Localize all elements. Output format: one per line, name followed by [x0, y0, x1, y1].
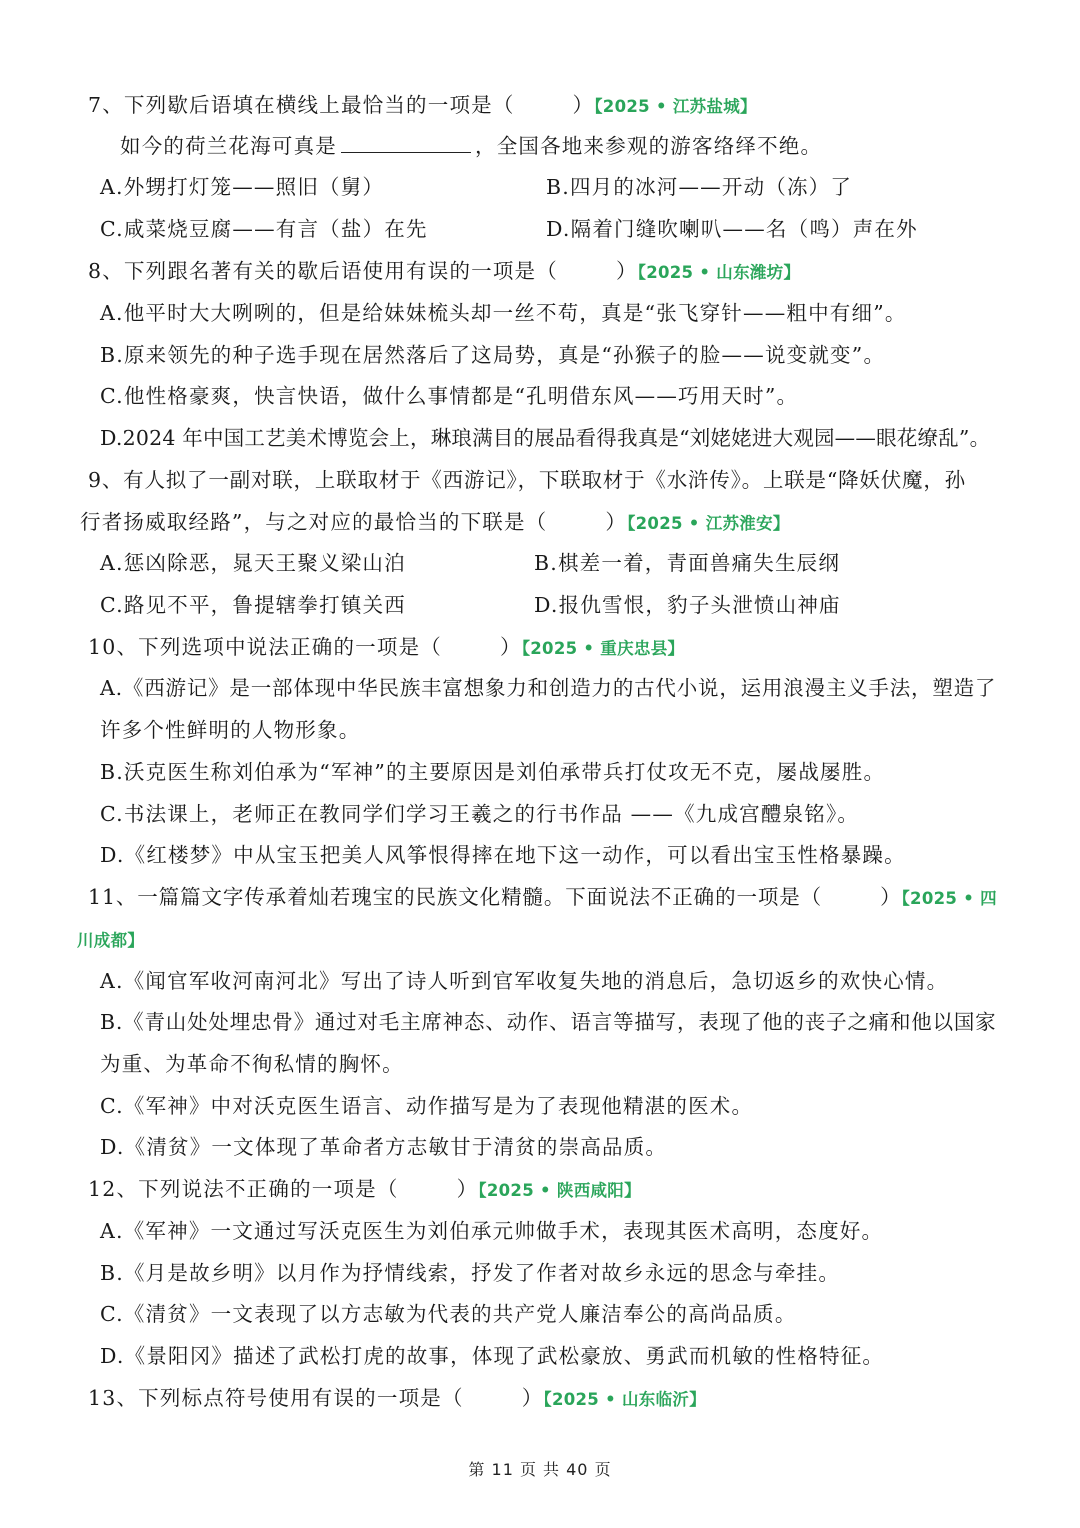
question-7-option-d: D.隔着门缝吹喇叭——名（鸣）声在外	[546, 217, 918, 241]
question-7-option-c: C.咸菜烧豆腐——有言（盐）在先	[100, 217, 428, 241]
question-8-option-b: B.原来领先的种子选手现在居然落后了这局势，真是“孙猴子的脸——说变就变”。	[100, 343, 886, 367]
question-11-stem: 11、一篇篇文字传承着灿若瑰宝的民族文化精髓。下面说法不正确的一项是（ ）【2025 • 四	[88, 885, 997, 909]
question-8-stem: 8、下列跟名著有关的歇后语使用有误的一项是（ ）【2025 • 山东潍坊】	[88, 259, 801, 283]
question-8-option-c: C.他性格豪爽，快言快语，做什么事情都是“孔明借东风——巧用天时”。	[100, 384, 799, 408]
question-9-source-tag: 【2025 • 江苏淮安】	[627, 514, 790, 533]
question-13-source-tag: 【2025 • 山东临沂】	[543, 1390, 706, 1409]
page-number-footer: 第 11 页 共 40 页	[468, 1460, 612, 1479]
question-9-stem-line2: 行者扬威取经路”，与之对应的最恰当的下联是（ ）【2025 • 江苏淮安】	[80, 510, 790, 534]
question-7-stem: 7、下列歇后语填在横线上最恰当的一项是（ ）【2025 • 江苏盐城】	[88, 93, 757, 117]
question-10-stem: 10、下列选项中说法正确的一项是（ ）【2025 • 重庆忠县】	[88, 635, 685, 659]
question-8-option-a: A.他平时大大咧咧的，但是给妹妹梳头却一丝不苟，真是“张飞穿针——粗中有细”。	[100, 301, 907, 325]
question-9-option-b: B.棋差一着，青面兽痛失生辰纲	[534, 551, 841, 575]
fill-blank	[341, 132, 471, 153]
question-8-source-tag: 【2025 • 山东潍坊】	[637, 263, 801, 282]
question-11-option-c: C.《军神》中对沃克医生语言、动作描写是为了表现他精湛的医术。	[100, 1094, 754, 1118]
question-10-option-a-line1: A.《西游记》是一部体现中华民族丰富想象力和创造力的古代小说，运用浪漫主义手法，塑造了	[100, 676, 997, 700]
question-12-option-c: C.《清贫》一文表现了以方志敏为代表的共产党人廉洁奉公的高尚品质。	[100, 1302, 797, 1326]
question-7-context: 如今的荷兰花海可真是 ，全国各地来参观的游客络绎不绝。	[120, 134, 823, 158]
question-7-option-b: B.四月的冰河——开动（冻）了	[546, 175, 853, 199]
question-11-source-tag: 【2025 • 四	[901, 889, 997, 908]
question-7-option-a: A.外甥打灯笼——照旧（舅）	[100, 175, 385, 199]
question-12-source-tag: 【2025 • 陕西咸阳】	[478, 1181, 641, 1200]
question-12-option-d: D.《景阳冈》描述了武松打虎的故事，体现了武松豪放、勇武而机敏的性格特征。	[100, 1344, 885, 1368]
question-11-option-a: A.《闻官军收河南河北》写出了诗人听到官军收复失地的消息后，急切返乡的欢快心情。	[100, 969, 949, 993]
question-10-option-d: D.《红楼梦》中从宝玉把美人风筝恨得摔在地下这一动作，可以看出宝玉性格暴躁。	[100, 843, 906, 867]
question-12-option-a: A.《军神》一文通过写沃克医生为刘伯承元帅做手术，表现其医术高明，态度好。	[100, 1219, 884, 1243]
question-10-source-tag: 【2025 • 重庆忠县】	[521, 639, 685, 658]
question-9-option-c: C.路见不平，鲁提辖拳打镇关西	[100, 593, 406, 617]
question-10-option-a-line2: 许多个性鲜明的人物形象。	[100, 718, 361, 742]
question-11-option-b-line1: B.《青山处处埋忠骨》通过对毛主席神态、动作、语言等描写，表现了他的丧子之痛和他以国家	[100, 1010, 997, 1034]
question-11-option-b-line2: 为重、为革命不徇私情的胸怀。	[100, 1052, 404, 1076]
question-10-option-c: C.书法课上，老师正在教同学们学习王羲之的行书作品 ——《九成宫醴泉铭》。	[100, 802, 860, 826]
question-7-source-tag: 【2025 • 江苏盐城】	[594, 97, 757, 116]
question-10-option-b: B.沃克医生称刘伯承为“军神”的主要原因是刘伯承带兵打仗攻无不克，屡战屡胜。	[100, 760, 886, 784]
question-13-stem: 13、下列标点符号使用有误的一项是（ ）【2025 • 山东临沂】	[88, 1386, 706, 1410]
question-11-source-tag-cont: 川成都】	[77, 931, 145, 950]
question-12-option-b: B.《月是故乡明》以月作为抒情线索，抒发了作者对故乡永远的思念与牵挂。	[100, 1261, 841, 1285]
question-11-option-d: D.《清贫》一文体现了革命者方志敏甘于清贫的崇高品质。	[100, 1135, 668, 1159]
question-12-stem: 12、下列说法不正确的一项是（ ）【2025 • 陕西咸阳】	[88, 1177, 641, 1201]
question-8-option-d: D.2024 年中国工艺美术博览会上，琳琅满目的展品看得我真是“刘姥姥进大观园——眼花缭乱”。	[100, 426, 991, 450]
question-9-stem-line1: 9、有人拟了一副对联，上联取材于《西游记》，下联取材于《水浒传》。上联是“降妖伏魔，孙	[88, 468, 966, 492]
question-9-option-d: D.报仇雪恨，豹子头泄愤山神庙	[534, 593, 841, 617]
question-7-text: 7、下列歇后语填在横线上最恰当的一项是（	[88, 93, 515, 117]
question-9-option-a: A.惩凶除恶，晁天王聚义梁山泊	[100, 551, 406, 575]
